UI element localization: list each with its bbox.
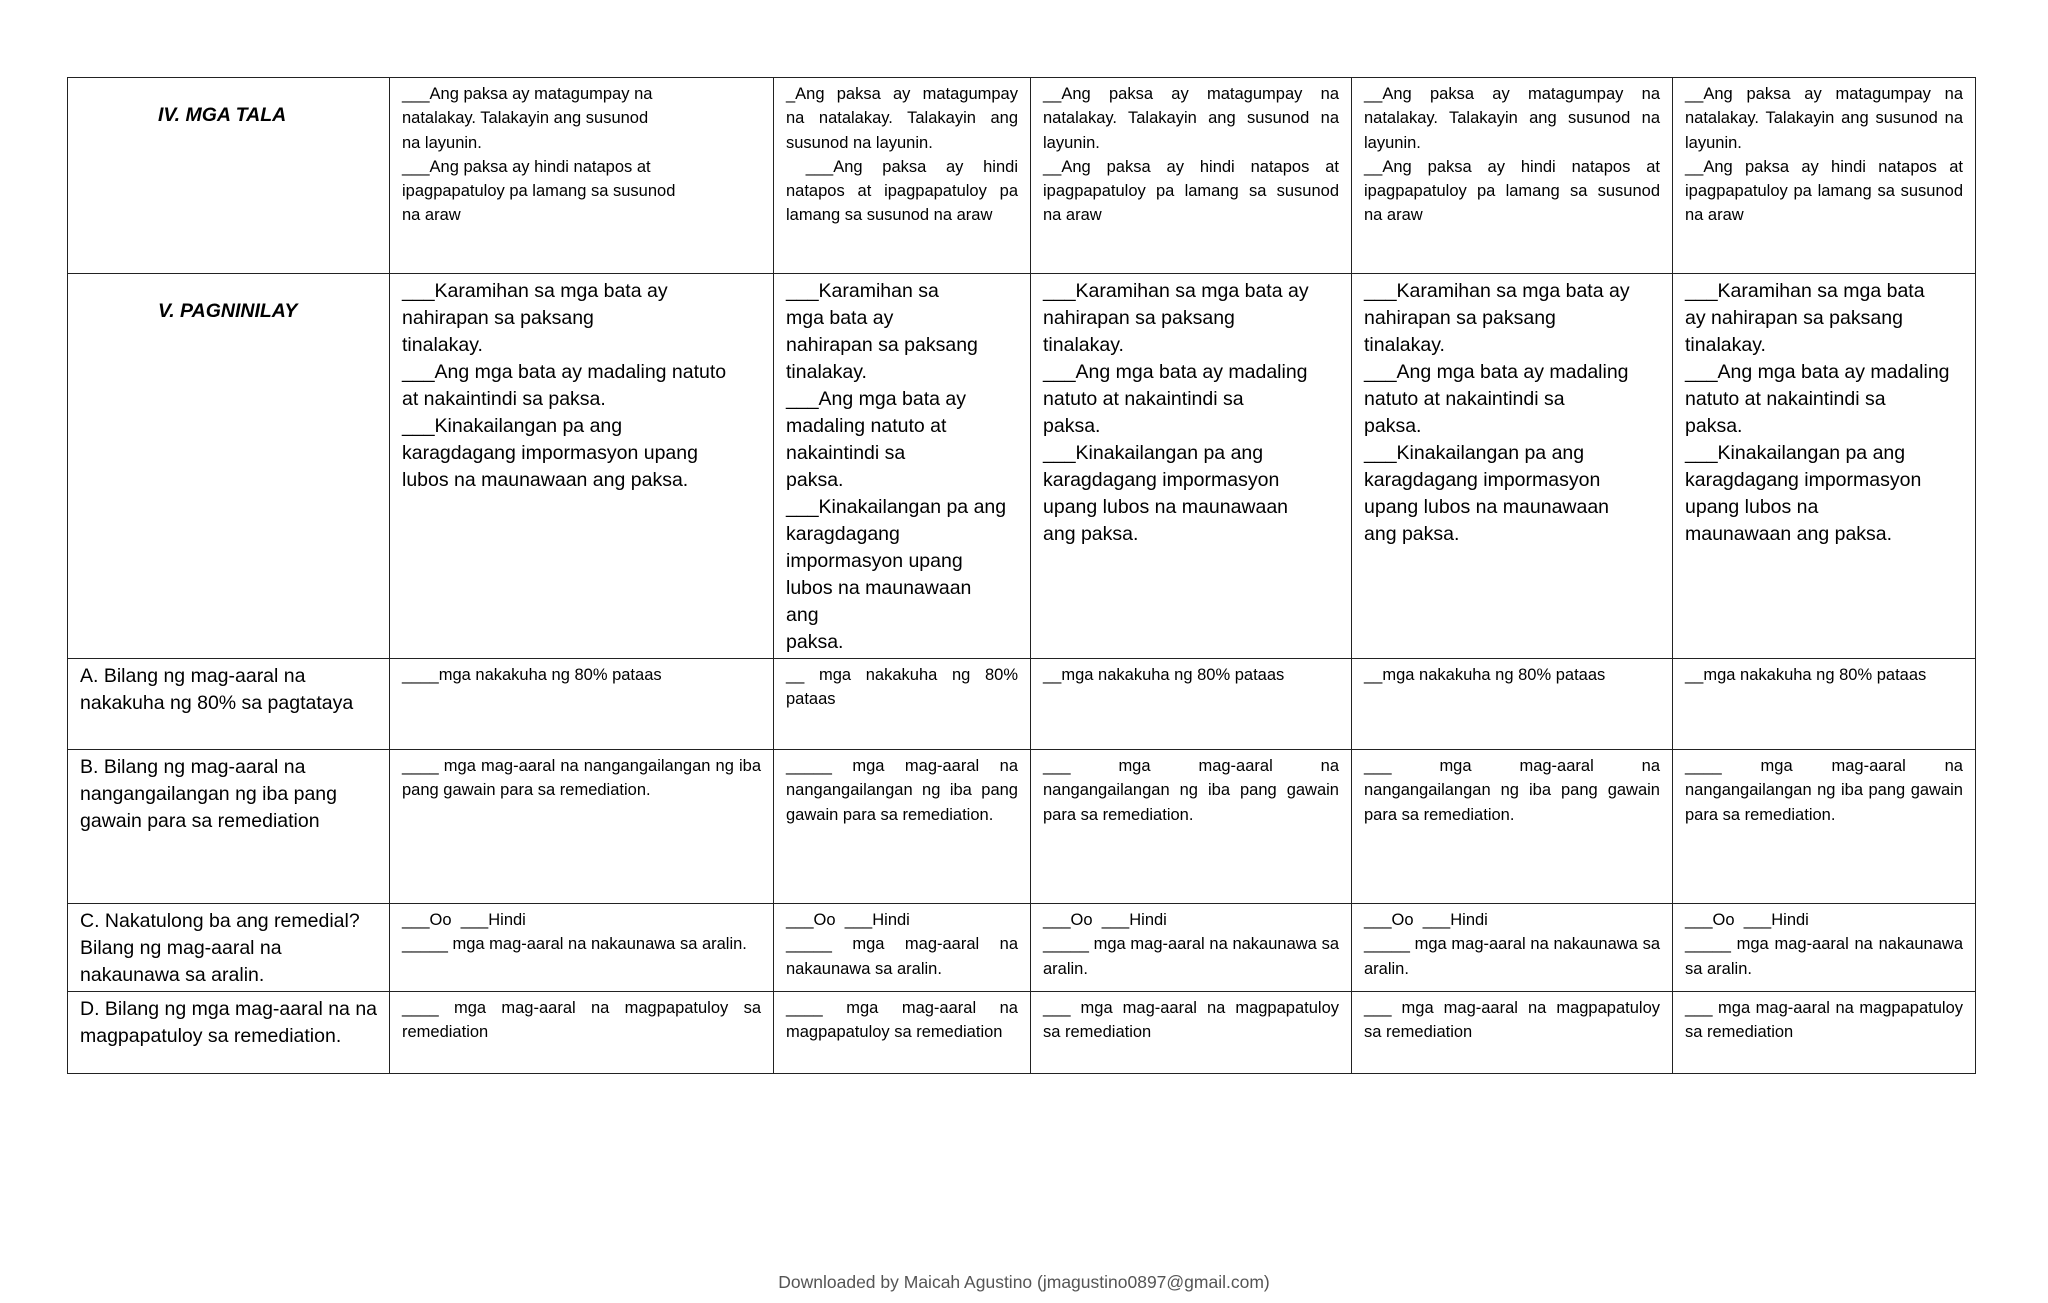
cell-text-line: ___Karamihan sa mga bata ay <box>1043 280 1309 302</box>
table-cell <box>1673 78 1976 274</box>
cell-text-line: __Ang paksa ay hindi natapos at ipagpapatuloy pa lamang sa susunod na araw <box>1685 157 1968 225</box>
cell-text-line: lubos na maunawaan ang paksa. <box>402 469 689 491</box>
cell-text-line: __Ang paksa ay matagumpay na natalakay. Talakayin ang susunod na layunin. <box>1364 85 1665 152</box>
cell-text-line: ___Ang mga bata ay madaling <box>1685 361 1950 383</box>
table-cell <box>1031 750 1352 904</box>
cell-text-line: paksa. <box>1685 415 1743 437</box>
table-cell <box>774 750 1031 904</box>
cell-text-line: ___Oo ___Hindi <box>402 911 526 929</box>
cell-text-line: _____ mga mag-aaral na nakaunawa sa aralin. <box>1685 935 1968 978</box>
cell-text-line: ___Ang mga bata ay madaling <box>1043 361 1308 383</box>
table-cell <box>1031 659 1352 750</box>
cell-text-line: madaling natuto at <box>786 415 947 437</box>
cell-text-line: karagdagang <box>786 523 900 545</box>
cell-text-line: at nakaintindi sa paksa. <box>402 388 606 410</box>
cell-text-line: tinalakay. <box>1364 334 1445 356</box>
cell-text-line: natalakay. Talakayin ang susunod <box>402 109 649 128</box>
cell-text-line: na araw <box>402 206 461 225</box>
cell-text-line: ___Kinakailangan pa ang <box>1685 442 1906 464</box>
cell-text-line: _____ mga mag-aaral na nangangailangan ng iba pang gawain para sa remediation. <box>786 757 1023 824</box>
cell-text-line: tinalakay. <box>1685 334 1766 356</box>
table-cell <box>1352 904 1673 992</box>
cell-text-line: ___ mga mag-aaral na nangangailangan ng iba pang gawain para sa remediation. <box>1364 757 1665 824</box>
table-cell <box>774 992 1031 1074</box>
cell-text-line: karagdagang impormasyon upang <box>402 442 698 464</box>
cell-text-line: __Ang paksa ay matagumpay na natalakay. Talakayin ang susunod na layunin. <box>1685 85 1968 152</box>
lesson-log-table <box>67 77 1976 1074</box>
table-cell <box>390 992 774 1074</box>
cell-text-line: ____ mga mag-aaral na magpapatuloy sa remediation <box>402 999 766 1042</box>
table-cell <box>390 750 774 904</box>
table-cell <box>1673 274 1976 659</box>
row-label: D. Bilang ng mga mag-aaral na na magpapatuloy sa remediation. <box>68 992 390 1074</box>
cell-text-line: ____ mga mag-aaral na nangangailangan ng iba pang gawain para sa remediation. <box>402 757 766 800</box>
cell-text-line: __Ang paksa ay hindi natapos at ipagpapatuloy pa lamang sa susunod na araw <box>1043 157 1344 225</box>
cell-text-line: ___ mga mag-aaral na nangangailangan ng iba pang gawain para sa remediation. <box>1043 757 1344 824</box>
table-cell <box>1352 750 1673 904</box>
cell-text-line: _____ mga mag-aaral na nakaunawa sa aralin. <box>1043 935 1344 978</box>
table-cell <box>1352 659 1673 750</box>
cell-text-line: ___Karamihan sa mga bata ay <box>1364 280 1630 302</box>
table-row <box>68 750 1976 904</box>
cell-text-line: ___ mga mag-aaral na magpapatuloy sa remediation <box>1043 999 1344 1042</box>
table-cell <box>774 274 1031 659</box>
table-cell <box>774 904 1031 992</box>
cell-text-line: ___Karamihan sa <box>786 280 939 302</box>
cell-text-line: nahirapan sa paksang <box>1364 307 1556 329</box>
cell-text-line: _____ mga mag-aaral na nakaunawa sa aralin. <box>786 935 1023 978</box>
table-cell <box>1673 750 1976 904</box>
cell-text-line: maunawaan ang paksa. <box>1685 523 1893 545</box>
cell-text-line: lubos na maunawaan <box>786 577 972 599</box>
cell-text-line: ipagpapatuloy pa lamang sa susunod <box>402 182 676 201</box>
table-row <box>68 904 1976 992</box>
cell-text-line: __Ang paksa ay matagumpay na natalakay. Talakayin ang susunod na layunin. <box>1043 85 1344 152</box>
cell-text-line: natuto at nakaintindi sa <box>1043 388 1244 410</box>
table-row <box>68 274 1976 659</box>
table-cell <box>1352 274 1673 659</box>
table-cell <box>1352 78 1673 274</box>
table-cell <box>1673 659 1976 750</box>
table-cell <box>1031 274 1352 659</box>
cell-text-line: ___Ang mga bata ay <box>786 388 966 410</box>
cell-text-line: tinalakay. <box>402 334 483 356</box>
cell-text-line: paksa. <box>786 631 844 653</box>
cell-text-line: ___Kinakailangan pa ang <box>1043 442 1264 464</box>
cell-text-line: impormasyon upang <box>786 550 963 572</box>
table-cell <box>390 274 774 659</box>
cell-text-line: nahirapan sa paksang <box>402 307 594 329</box>
cell-text-line: __mga nakakuha ng 80% pataas <box>1043 666 1285 684</box>
cell-text-line: __mga nakakuha ng 80% pataas <box>1685 666 1927 684</box>
cell-text-line: ____ mga mag-aaral na magpapatuloy sa remediation <box>786 999 1023 1042</box>
cell-text-line: natuto at nakaintindi sa <box>1364 388 1565 410</box>
cell-text-line: _Ang paksa ay matagumpay na natalakay. Talakayin ang susunod na layunin. <box>786 85 1023 152</box>
table-row <box>68 659 1976 750</box>
cell-text-line: __mga nakakuha ng 80% pataas <box>1364 666 1606 684</box>
cell-text-line: ___Karamihan sa mga bata <box>1685 280 1925 302</box>
row-label: IV. MGA TALA <box>68 78 390 274</box>
cell-text-line: ____ mga mag-aaral na nangangailangan ng iba pang gawain para sa remediation. <box>1685 757 1968 824</box>
cell-text-line: ang paksa. <box>1364 523 1460 545</box>
cell-text-line: na layunin. <box>402 133 482 152</box>
cell-text-line: nahirapan sa paksang <box>1043 307 1235 329</box>
row-label: V. PAGNINILAY <box>68 274 390 659</box>
cell-text-line: karagdagang impormasyon <box>1043 469 1280 491</box>
table-cell <box>1352 992 1673 1074</box>
cell-text-line: natuto at nakaintindi sa <box>1685 388 1886 410</box>
cell-text-line: ___Ang paksa ay hindi natapos at <box>402 157 651 176</box>
table-cell <box>774 78 1031 274</box>
table-cell <box>1031 992 1352 1074</box>
row-label: B. Bilang ng mag-aaral na nangangailangan ng iba pang gawain para sa remediation <box>68 750 390 904</box>
cell-text-line: ay nahirapan sa paksang <box>1685 307 1903 329</box>
cell-text-line: nahirapan sa paksang <box>786 334 978 356</box>
cell-text-line: paksa. <box>1043 415 1101 437</box>
row-label: A. Bilang ng mag-aaral na nakakuha ng 80% sa pagtataya <box>68 659 390 750</box>
lesson-log-body <box>68 78 1976 1074</box>
table-cell <box>1673 904 1976 992</box>
cell-text-line: ___Ang paksa ay hindi natapos at ipagpapatuloy pa lamang sa susunod na araw <box>786 157 1023 225</box>
cell-text-line: _____ mga mag-aaral na nakaunawa sa aralin. <box>1364 935 1665 978</box>
cell-text-line: karagdagang impormasyon <box>1685 469 1922 491</box>
cell-text-line: ___Kinakailangan pa ang <box>786 496 1007 518</box>
cell-text-line: _____ mga mag-aaral na nakaunawa sa aralin. <box>402 935 747 954</box>
cell-text-line: ang <box>786 604 819 626</box>
cell-text-line: tinalakay. <box>786 361 867 383</box>
cell-text-line: upang lubos na maunawaan <box>1364 496 1610 518</box>
table-row <box>68 992 1976 1074</box>
cell-text-line: tinalakay. <box>1043 334 1124 356</box>
cell-text-line: ___Oo ___Hindi <box>1364 911 1488 929</box>
cell-text-line: ____mga nakakuha ng 80% pataas <box>402 666 662 684</box>
cell-text-line: ___Ang mga bata ay madaling natuto <box>402 361 727 383</box>
table-cell <box>1673 992 1976 1074</box>
cell-text-line: karagdagang impormasyon <box>1364 469 1601 491</box>
table-cell <box>1031 78 1352 274</box>
table-cell <box>390 78 774 274</box>
cell-text-line: ___Ang mga bata ay madaling <box>1364 361 1629 383</box>
cell-text-line: ___Ang paksa ay matagumpay na <box>402 85 653 103</box>
cell-text-line: ___Oo ___Hindi <box>1685 911 1809 929</box>
cell-text-line: upang lubos na maunawaan <box>1043 496 1289 518</box>
cell-text-line: ang paksa. <box>1043 523 1139 545</box>
cell-text-line: mga bata ay <box>786 307 894 329</box>
row-label: C. Nakatulong ba ang remedial? Bilang ng mag-aaral na nakaunawa sa aralin. <box>68 904 390 992</box>
cell-text-line: ___Oo ___Hindi <box>786 911 910 929</box>
cell-text-line: ___Karamihan sa mga bata ay <box>402 280 668 302</box>
cell-text-line: ___Kinakailangan pa ang <box>1364 442 1585 464</box>
cell-text-line: upang lubos na <box>1685 496 1819 518</box>
table-cell <box>1031 904 1352 992</box>
cell-text-line: __ mga nakakuha ng 80% pataas <box>786 666 1023 709</box>
cell-text-line: nakaintindi sa <box>786 442 906 464</box>
cell-text-line: ___ mga mag-aaral na magpapatuloy sa remediation <box>1685 999 1968 1042</box>
cell-text-line: ___ mga mag-aaral na magpapatuloy sa remediation <box>1364 999 1665 1042</box>
table-row <box>68 78 1976 274</box>
table-cell <box>774 659 1031 750</box>
cell-text-line: ___Oo ___Hindi <box>1043 911 1167 929</box>
download-footer: Downloaded by Maicah Agustino (jmagustino0897@gmail.com) <box>778 1272 1270 1292</box>
table-cell <box>390 904 774 992</box>
cell-text-line: paksa. <box>786 469 844 491</box>
cell-text-line: ___Kinakailangan pa ang <box>402 415 623 437</box>
cell-text-line: __Ang paksa ay hindi natapos at ipagpapatuloy pa lamang sa susunod na araw <box>1364 157 1665 225</box>
cell-text-line: paksa. <box>1364 415 1422 437</box>
table-cell <box>390 659 774 750</box>
